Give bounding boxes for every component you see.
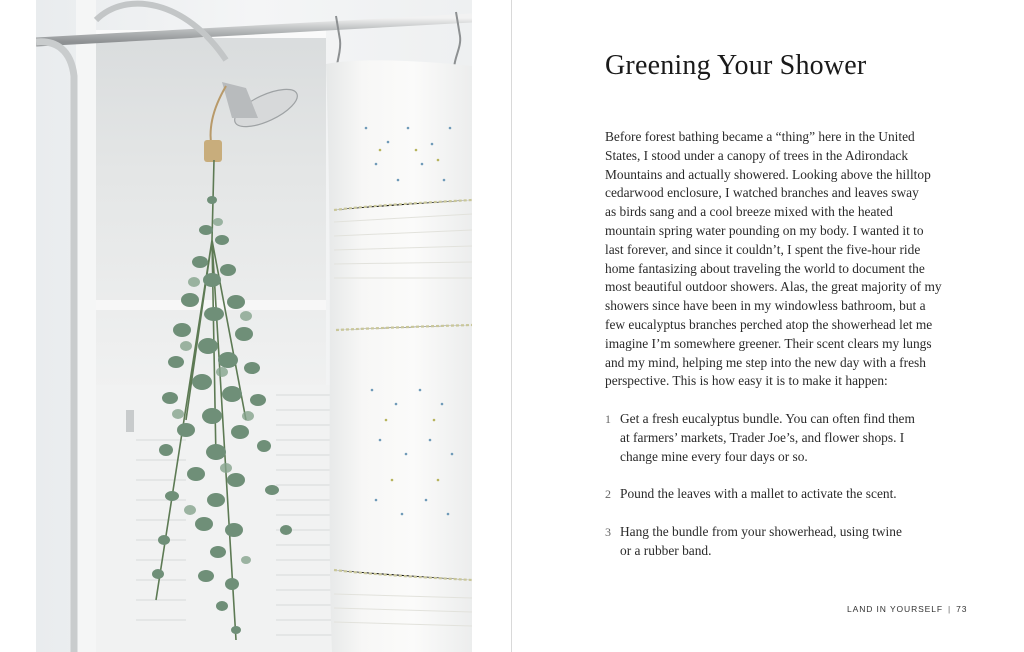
body-line: Before forest bathing became a “thing” here in the United: [605, 129, 915, 144]
body-line: as birds sang and a cool breeze mixed with the heated: [605, 204, 893, 220]
step-line: change mine every four days or so.: [620, 448, 808, 464]
footer-separator: |: [947, 604, 952, 614]
step-line: Get a fresh eucalyptus bundle. You can often find them: [620, 411, 915, 426]
step-text: [620, 523, 902, 561]
step-line: Hang the bundle from your showerhead, using twine: [620, 524, 902, 539]
step-line: or a rubber band.: [620, 542, 712, 558]
body-line: States, I stood under a canopy of trees in the Adirondack: [605, 147, 909, 163]
body-paragraph: [605, 128, 965, 391]
step-text: [620, 410, 915, 466]
page-footer: [847, 604, 967, 614]
body-line: home fantasizing about traveling the world to document the: [605, 260, 925, 276]
body-line: cedarwood enclosure, I watched branches and leaves sway: [605, 185, 919, 201]
page-number: 73: [956, 604, 968, 614]
body-line: most beautiful outdoor showers. Alas, the great majority of my: [605, 279, 942, 295]
step-number: 3: [605, 525, 611, 539]
step-line: Pound the leaves with a mallet to activate the scent.: [620, 486, 897, 501]
page-title: Greening Your Shower: [605, 50, 867, 81]
body-line: Mountains and actually showered. Looking above the hilltop: [605, 166, 931, 182]
body-line: last forever, and since it couldn’t, I spent the five-hour ride: [605, 241, 921, 257]
body-line: imagine I’m somewhere greener. Their scent clears my lungs: [605, 335, 932, 351]
body-line: and my mind, helping me step into the new day with a fresh: [605, 354, 926, 370]
body-line: perspective. This is how easy it is to make it happen:: [605, 373, 888, 389]
step-number: 1: [605, 412, 611, 426]
right-page: [512, 0, 1024, 652]
step-line: at farmers’ markets, Trader Joe’s, and flower shops. I: [620, 429, 905, 445]
running-head: LAND IN YOURSELF: [847, 604, 943, 614]
body-line: showers since have been in my windowless bathroom, but a: [605, 298, 926, 314]
body-line: few eucalyptus branches perched atop the showerhead let me: [605, 316, 933, 332]
shower-eucalyptus-photo: [36, 0, 472, 652]
left-page: [0, 0, 511, 652]
step-text: [620, 485, 897, 504]
step-number: 2: [605, 487, 611, 501]
body-line: mountain spring water pounding on my body. I wanted it to: [605, 222, 924, 238]
photo-illustration: [36, 0, 472, 652]
